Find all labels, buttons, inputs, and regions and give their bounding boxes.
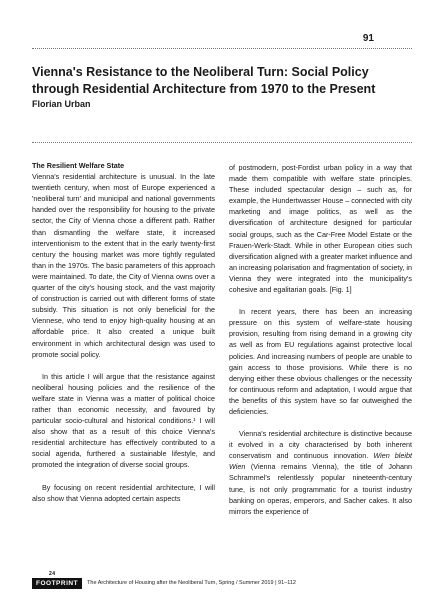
footer-citation: The Architecture of Housing after the Neoliberal Turn, Spring / Summer 2019 | 91–112 xyxy=(87,580,296,586)
author-name: Florian Urban xyxy=(32,99,91,109)
paragraph: By focusing on recent residential architecture, I will also show that Vienna adopted certain aspects xyxy=(32,482,215,503)
footprint-logo xyxy=(32,570,82,589)
footer xyxy=(32,570,412,591)
right-column xyxy=(229,162,412,528)
paragraph-text: (Vienna remains Vienna), the title of Johann Schrammel's relentlessly popular nineteenth-century tune, is not only programmatic for a tourist industry banking on operas, emperors, and Sacher cakes. It also mirrors the experience of xyxy=(229,462,412,516)
paragraph: In recent years, there has been an increasing pressure on this system of welfare-state housing provision, resulting from rising demand in a growing city as well as from EU regulations against protective local policies. And increasing numbers of people are unable to gain access to those provisions. While there is no denying either these obvious challenges or the necessity for continuous reform and adaptation, I would argue that the benefits of this system have so far outweighed the deficiencies. xyxy=(229,307,412,416)
left-column xyxy=(32,160,215,515)
article-title: Vienna's Resistance to the Neoliberal Turn: Social Policy through Residential Architecture from 1970 to the Present xyxy=(32,65,376,96)
paragraph: of postmodern, post-Fordist urban policy in a way that made them compatible with welfare state principles. These included spectacular design – such as, for example, the Hundertwasser House – connected with city marketing and image politics, as well as the diversification of architecture designed for particular social groups, such as the Car-Free Model Estate or the Frauen-Werk-Stadt. While in other European cities such diversification aligned with a greater market influence and an increasing polarisation and fragmentation of society, in Vienna they were integrated into the municipality's cohesive and egalitarian goals. [Fig. 1] xyxy=(229,163,412,295)
paragraph-text: Vienna's residential architecture is distinctive because it evolved in a city characterised by both inherent conservatism and continuous innovation. xyxy=(229,429,412,461)
section-heading: The Resilient Welfare State xyxy=(32,161,125,170)
italic-phrase: Wien bleibt Wien xyxy=(229,451,412,472)
paragraph xyxy=(229,428,412,517)
title-divider xyxy=(32,142,412,143)
logo-number: 24 xyxy=(49,570,56,577)
top-divider xyxy=(32,48,412,49)
paragraph: In this article I will argue that the resistance against neoliberal housing policies and the resilience of the welfare state in Vienna was a matter of political choice rather than economic necessity, and favoured by particular socio-cultural and historical conditions.¹ I will also show that as a result of this choice Vienna's residential architecture has effectively contributed to a social agenda, furthered a sustainable lifestyle, and promoted the integration of diverse social groups. xyxy=(32,371,215,470)
page-number: 91 xyxy=(362,33,374,44)
paragraph: Vienna's residential architecture is unusual. In the late twentieth century, when most of Europe experienced a 'neoliberal turn' and municipal and national governments handed over the responsibility for housing to the private sector, the City of Vienna chose a different path. Rather than dismantling the welfare state, it increased interventionism to the extent that in the early twenty-first century the housing market was more tightly regulated than in the 1970s. The basic parameters of this approach were maintained. To date, the City of Vienna owns over a quarter of the city's housing stock, and the vast majority of construction is carried out with different forms of state subsidy. This situation is not only beneficial for the Viennese, who tend to enjoy high-quality housing at an affordable price. It also created a unique built environment in which architectural design was used to promote social policy. xyxy=(32,172,215,359)
logo-text: FOOTPRINT xyxy=(36,579,79,587)
